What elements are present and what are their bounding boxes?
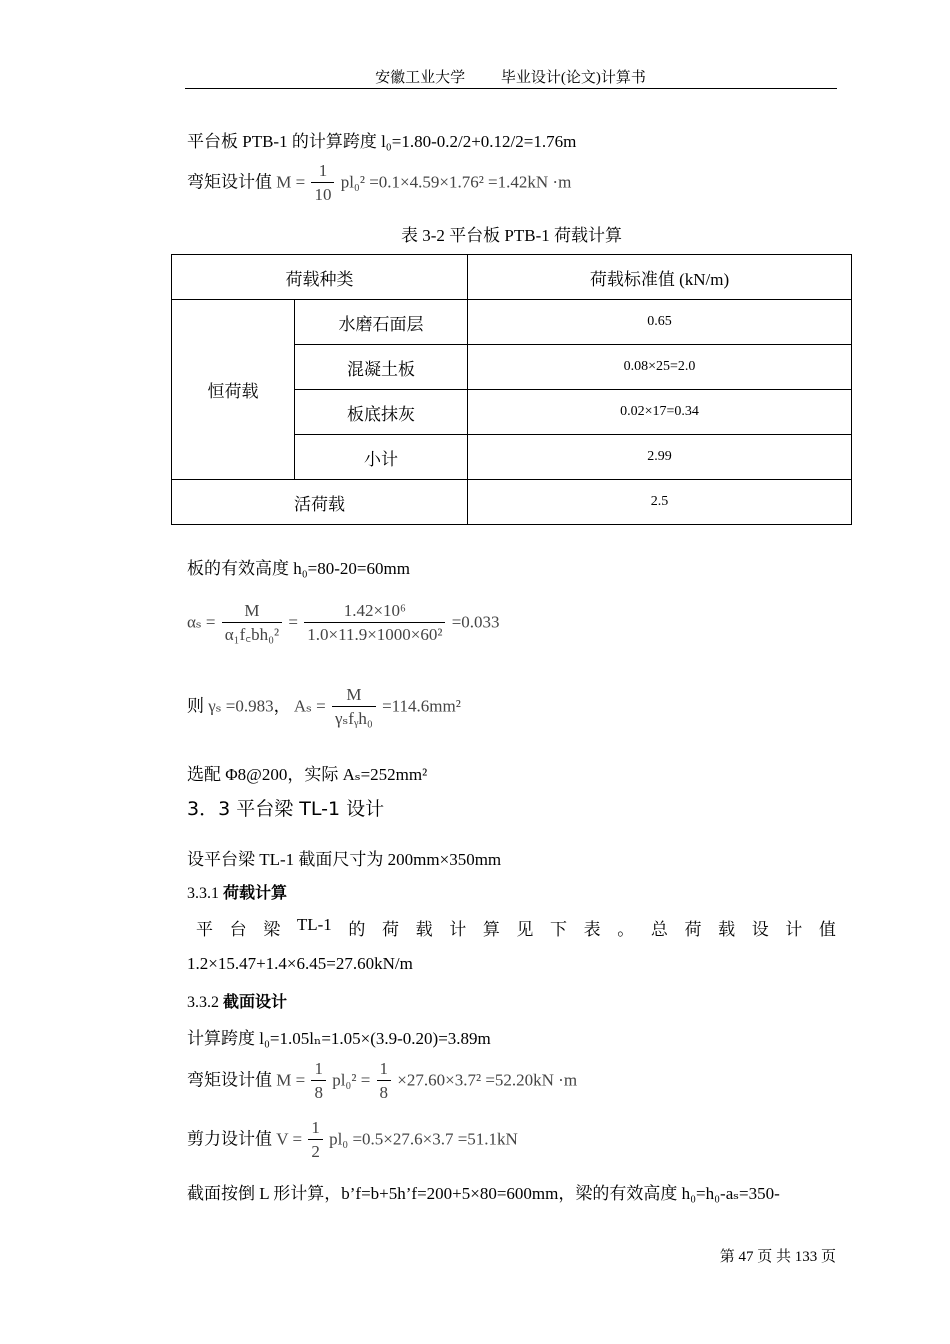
word: 算: [482, 920, 500, 939]
fraction-numerator: M: [222, 600, 282, 623]
moment-fraction-1: [311, 1058, 326, 1105]
moment-lhs: M =: [276, 1070, 306, 1090]
word: 平: [196, 920, 213, 939]
as-result: =114.6mm²: [382, 696, 461, 716]
fraction-denominator: 8: [314, 1083, 323, 1102]
section-calc-line: 截面按倒 L 形计算，b’f=b+5h’f=200+5×80=600mm，梁的有效高度 h₀=h₀-aₛ=350-: [187, 1184, 780, 1203]
alpha-fraction-1: [222, 600, 282, 647]
subsection-number: 3.3.1: [187, 885, 219, 902]
header-rule: [185, 88, 837, 89]
word: TL-1: [296, 915, 332, 934]
span-paragraph: 平台板 PTB-1 的计算跨度 l₀=1.80-0.2/2+0.12/2=1.76m: [187, 132, 577, 151]
beam-size: 设平台梁 TL-1 截面尺寸为 200mm×350mm: [187, 850, 502, 869]
word: 荷: [381, 920, 399, 939]
gamma-formula: [187, 684, 461, 731]
table-caption: 表 3-2 平台板 PTB-1 荷载计算: [401, 226, 622, 245]
subsection-heading: [187, 880, 287, 903]
word: 设: [751, 920, 769, 939]
word: 总: [650, 920, 668, 939]
moment-formula-2: [187, 1058, 577, 1105]
header-title: 毕业设计(论文)计算书: [500, 70, 646, 86]
moment-formula-1: [187, 160, 571, 207]
fraction-numerator: M: [332, 684, 376, 707]
calc-span: 计算跨度 l₀=1.05lₙ=1.05×(3.9-0.20)=3.89m: [187, 1029, 491, 1048]
load-description-line: [196, 915, 836, 940]
table-row: [172, 480, 852, 525]
word: 载: [415, 920, 433, 939]
word: 计: [449, 920, 467, 939]
load-value: 1.2×15.47+1.4×6.45=27.60kN/m: [187, 954, 413, 973]
fraction-denominator: 8: [379, 1083, 389, 1102]
word: 的: [348, 920, 366, 939]
moment-result: ×27.60×3.7² =52.20kN ·m: [397, 1070, 578, 1090]
header-cell-value: 荷载标准值 (kN/m): [468, 255, 852, 300]
fraction-denominator: γₛfᵧh₀: [334, 709, 373, 728]
word: 荷: [684, 920, 702, 939]
word: 计: [785, 920, 803, 939]
word: 值: [818, 920, 836, 939]
table-row: [172, 300, 852, 345]
shear-lhs: V =: [276, 1129, 303, 1149]
subsection-title: 荷载计算: [223, 883, 288, 902]
page-header: [185, 66, 836, 87]
gamma-comma: ，: [273, 696, 291, 716]
subsection-title: 截面设计: [223, 992, 288, 1011]
fraction-denominator: 2: [311, 1142, 320, 1161]
moment-fraction: [311, 160, 334, 207]
rebar-selection: 选配 Φ8@200，实际 Aₛ=252mm²: [187, 765, 428, 784]
word: 。: [617, 920, 635, 939]
live-load-label: 活荷载: [172, 480, 468, 525]
moment-label: 弯矩设计值: [187, 1070, 272, 1090]
gamma-prefix: 则: [187, 696, 204, 716]
table-header-row: [172, 255, 852, 300]
item-name: 小计: [295, 435, 468, 480]
moment-result: pl₀² =0.1×4.59×1.76² =1.42kN ·m: [340, 172, 572, 192]
moment-label: 弯矩设计值: [187, 172, 272, 192]
shear-label: 剪力设计值: [187, 1129, 272, 1149]
alpha-lhs: αₛ =: [187, 612, 216, 632]
alpha-formula: [187, 600, 500, 647]
header-university: 安徽工业大学: [375, 70, 466, 86]
subsection-number: 3.3.2: [187, 994, 219, 1011]
alpha-equals: =: [288, 612, 298, 632]
subsection-heading: [187, 989, 287, 1012]
alpha-fraction-2: [304, 600, 445, 647]
item-value: 0.02×17=0.34: [468, 390, 852, 435]
moment-lhs: M =: [276, 172, 306, 192]
item-value: 0.65: [468, 300, 852, 345]
gamma-expression: γₛ =0.983: [208, 696, 274, 716]
fraction-denominator: 10: [314, 185, 332, 204]
dead-load-label: 恒荷载: [172, 300, 295, 480]
item-name: 混凝土板: [295, 345, 468, 390]
item-name: 板底抹灰: [295, 390, 468, 435]
word: 表: [583, 920, 601, 939]
fraction-denominator: α₁f꜀bh₀²: [224, 625, 280, 644]
fraction-numerator: 1: [308, 1117, 323, 1140]
section-heading: 3．3 平台梁 TL-1 设计: [187, 798, 385, 820]
item-value: 0.08×25=2.0: [468, 345, 852, 390]
fraction-numerator: 1.42×10⁶: [304, 600, 445, 623]
shear-result: pl₀ =0.5×27.6×3.7 =51.1kN: [329, 1129, 518, 1149]
fraction-numerator: 1: [311, 160, 334, 183]
shear-formula: [187, 1117, 518, 1164]
page-footer: 第 47 页 共 133 页: [719, 1249, 836, 1265]
load-table: [171, 254, 852, 525]
word: 见: [516, 920, 534, 939]
fraction-denominator: 1.0×11.9×1000×60²: [307, 625, 443, 644]
item-name: 水磨石面层: [295, 300, 468, 345]
fraction-numerator: 1: [377, 1058, 392, 1081]
word: 载: [718, 920, 736, 939]
item-value: 2.99: [468, 435, 852, 480]
word: 梁: [263, 920, 281, 939]
fraction-numerator: 1: [311, 1058, 326, 1081]
live-load-value: 2.5: [468, 480, 852, 525]
word: 台: [229, 920, 247, 939]
word: 下: [550, 920, 568, 939]
moment-mid: pl₀² =: [332, 1070, 371, 1090]
as-fraction: [332, 684, 376, 731]
effective-height: 板的有效高度 h₀=80-20=60mm: [187, 559, 410, 578]
moment-fraction-2: [377, 1058, 392, 1105]
header-cell-type: 荷载种类: [172, 255, 468, 300]
shear-fraction: [308, 1117, 323, 1164]
as-lhs: Aₛ =: [293, 696, 326, 716]
alpha-result: =0.033: [451, 612, 500, 632]
